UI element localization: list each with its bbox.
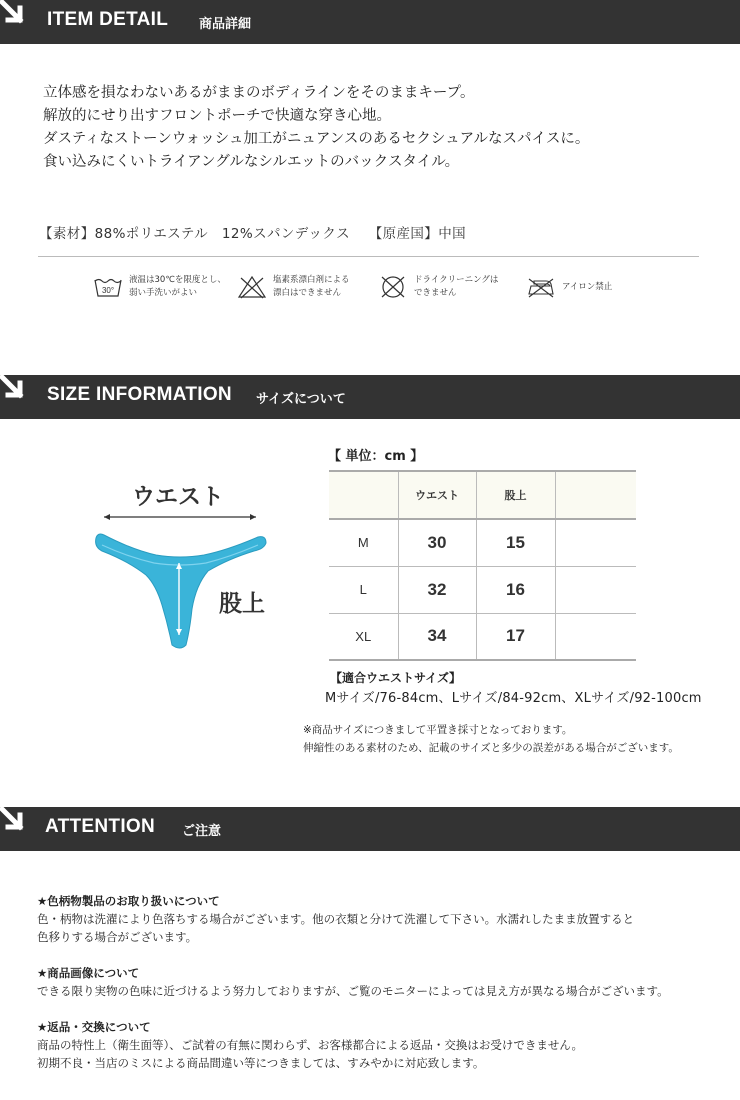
wash-temp: 30° [101,286,115,295]
attention-heading: ★返品・交換について [37,1020,151,1034]
table-header [329,471,398,519]
table-header-row [329,471,636,519]
care-text: できません [414,288,457,298]
care-text: 弱い手洗いがよい [129,288,198,298]
attention-block [37,892,634,946]
crotch-cell: 15 [476,519,555,566]
no-bleach-icon [237,274,267,300]
fit-values: Mサイズ/76-84cm、Lサイズ/84-92cm、XLサイズ/92-100cm [325,691,702,706]
section-title-ja: サイズについて [256,392,346,407]
care-text: 塩素系漂白剤による [273,275,350,285]
unit-label: 【 単位：cm 】 [328,449,424,464]
attention-line: 商品の特性上（衛生面等）、ご試着の有無に関わらず、お客様都合による返品・交換はお受けできません。 [37,1038,584,1052]
care-item-iron [526,270,612,304]
fit-heading: 【適合ウエストサイズ】 [330,671,462,685]
attention-heading: ★商品画像について [37,966,140,980]
item-detail-header [0,0,740,44]
material-info [39,222,480,242]
size-table [329,470,636,661]
attention-block [37,964,669,1000]
table-row [329,613,636,660]
attention-line: 色移りする場合がございます。 [37,930,198,944]
size-cell: M [329,519,398,566]
arrow-corner-icon [0,0,28,28]
attention-block [37,1018,583,1072]
care-text: ドライクリーニングは [414,275,499,285]
size-info-header [0,375,740,419]
description-line: 解放的にせり出すフロントポーチで快適な穿き心地。 [43,108,391,124]
table-header [555,471,636,519]
care-item-bleach [237,270,350,304]
care-item-dryclean [378,270,498,304]
note-line: ※商品サイズにつきまして平置き採寸となっております。 [303,724,573,736]
section-title-en: ATTENTION [45,816,156,837]
attention-line: 色・柄物は洗濯により色落ちする場合がございます。他の衣類と分けて洗濯して下さい。水濡れしたまま放置すると [37,912,635,926]
attention-heading: ★色柄物製品のお取り扱いについて [37,894,220,908]
size-notes [303,721,679,757]
section-title-en: ITEM DETAIL [47,9,169,30]
empty-cell [555,519,636,566]
care-text: 漂白はできません [273,288,342,298]
crotch-cell: 17 [476,613,555,660]
empty-cell [555,566,636,613]
crotch-cell: 16 [476,566,555,613]
material-text: 【素材】88%ポリエステル 12%スパンデックス [39,226,350,242]
divider [38,256,699,257]
origin-text: 【原産国】中国 [368,226,467,242]
empty-cell [555,613,636,660]
table-row [329,566,636,613]
garment-illustration [88,505,278,655]
waist-cell: 32 [398,566,476,613]
attention-header [0,807,740,851]
care-text: 液温は30℃を限度とし、 [129,275,226,285]
waist-cell: 30 [398,519,476,566]
section-title-ja: ご注意 [182,824,222,839]
crotch-label: 股上 [219,591,265,617]
description-line: ダスティなストーンウォッシュ加工がニュアンスのあるセクシュアルなスパイスに。 [43,131,590,147]
product-description [43,82,589,174]
wash-30-icon [93,274,123,300]
size-cell: L [329,566,398,613]
description-line: 立体感を損なわないあるがままのボディラインをそのままキープ。 [43,85,475,101]
care-text: アイロン禁止 [562,281,613,292]
arrow-corner-icon [0,807,28,835]
note-line: 伸縮性のある素材のため、記載のサイズと多少の誤差がある場合がございます。 [303,742,679,754]
table-row [329,519,636,566]
table-header: 股上 [476,471,555,519]
table-header: ウエスト [398,471,476,519]
arrow-corner-icon [0,375,28,403]
description-line: 食い込みにくいトライアングルなシルエットのバックスタイル。 [43,154,460,170]
waist-label: ウエスト [132,484,224,510]
waist-cell: 34 [398,613,476,660]
section-title-ja: 商品詳細 [199,17,252,32]
size-cell: XL [329,613,398,660]
attention-line: 初期不良・当店のミスによる商品間違い等につきましては、すみやかに対応致します。 [37,1056,485,1070]
attention-line: できる限り実物の色味に近づけるよう努力しておりますが、ご覧のモニターによっては見え方が異なる場合がございます。 [37,984,669,998]
care-item-wash [93,270,226,304]
no-dryclean-icon [378,274,408,300]
no-iron-icon [526,274,556,300]
section-title-en: SIZE INFORMATION [47,384,232,405]
